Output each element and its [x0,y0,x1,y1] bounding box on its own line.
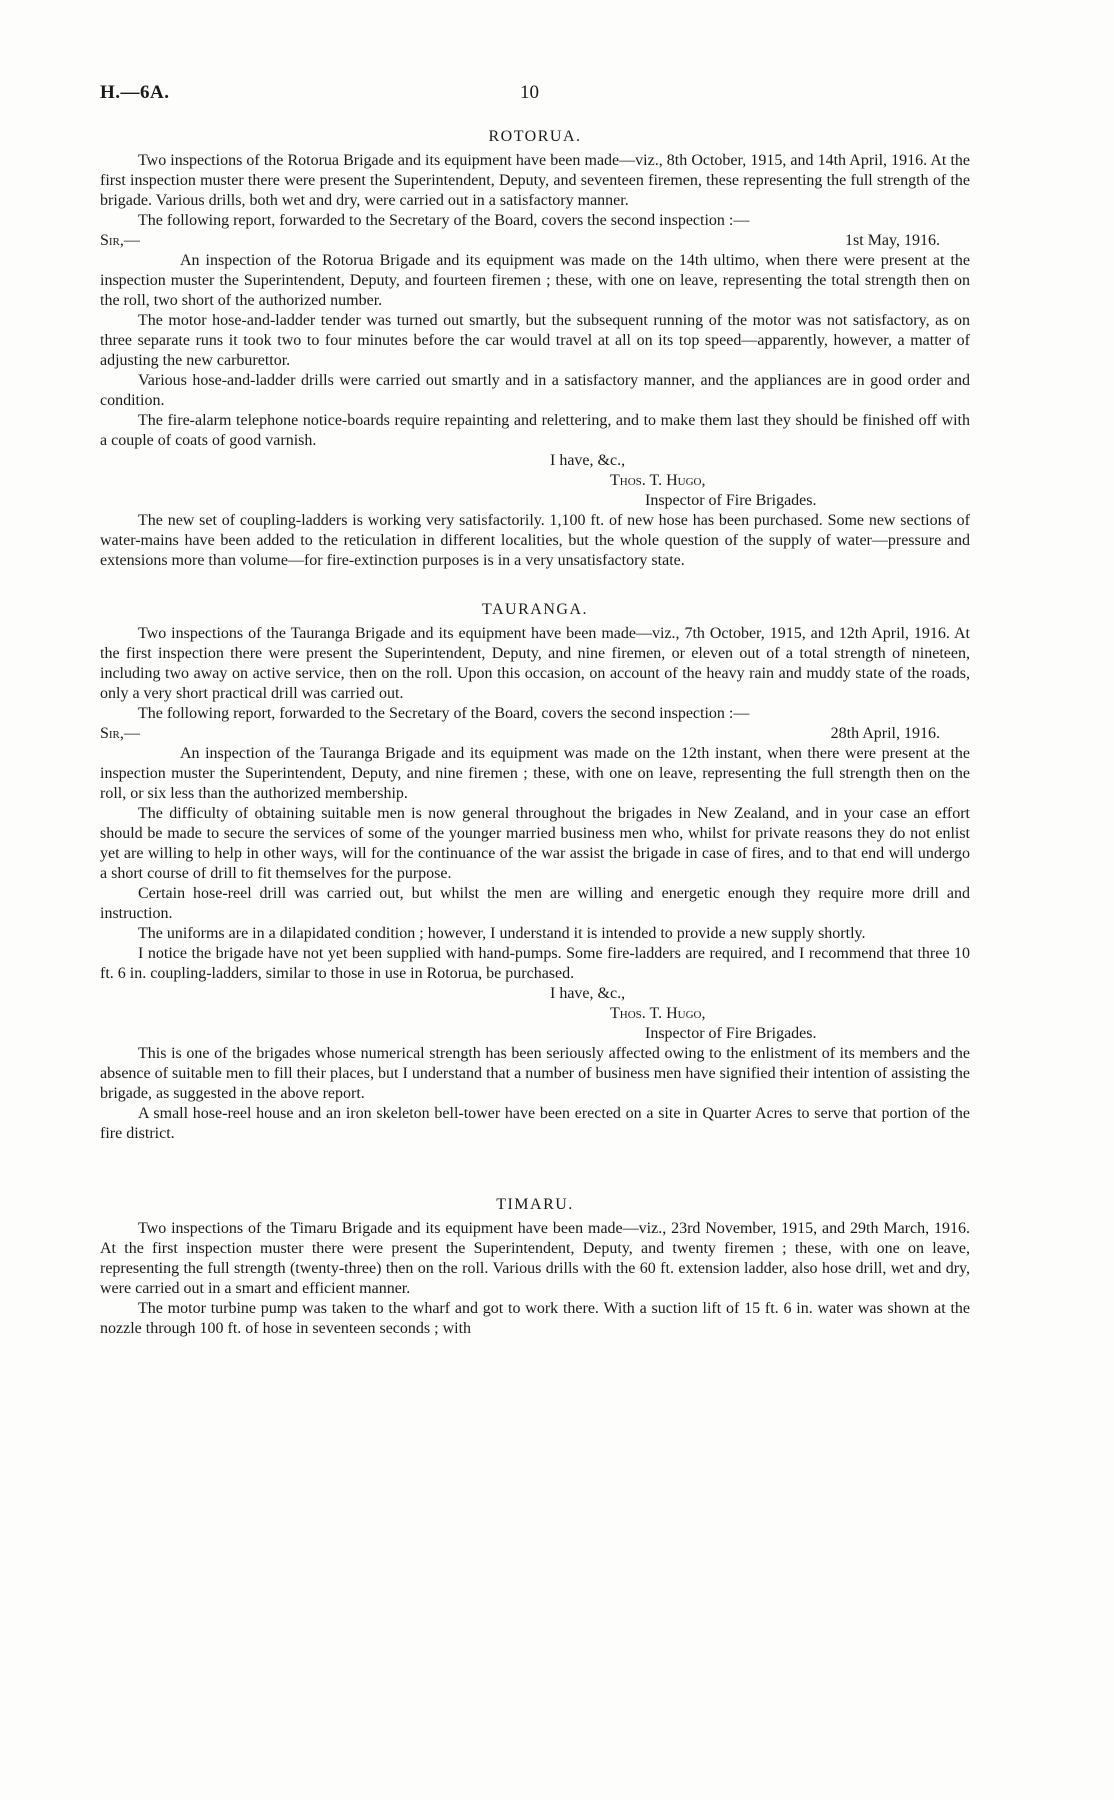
signature-title: Inspector of Fire Brigades. [645,1025,817,1042]
page-number: 10 [520,82,539,103]
report-paragraph: I notice the brigade have not yet been supplied with hand-pumps. Some fire-ladders are required, and I recommend that three 10 ft. 6 in. coupling-ladders, similar to those in use in Rotorua, be purchased. [100,945,970,982]
paragraph: A small hose-reel house and an iron skeleton bell-tower have been erected on a site in Quarter Acres to serve that portion of the fire district. [100,1105,970,1142]
document-body [100,128,970,1339]
paragraph: Two inspections of the Timaru Brigade and its equipment have been made—viz., 23rd November, 1915, and 29th March, 1916. At the first inspection muster there were present the Superintendent, Deputy, and twenty firemen ; these, with one on leave, representing the full strength (twenty-three) then on the roll. Various drills with the 60 ft. extension ladder, also hose drill, wet and dry, were carried out in a smart and efficient manner. [100,1220,970,1297]
signature-block [100,984,970,1044]
paragraph: The new set of coupling-ladders is working very satisfactorily. 1,100 ft. of new hose has been purchased. Some new sections of water-mains have been added to the reticulation in different localities, but the whole question of the supply of water—pressure and extensions more than volume—for fire-extinction purposes is in a very unsatisfactory state. [100,512,970,569]
paragraph: Two inspections of the Rotorua Brigade and its equipment have been made—viz., 8th October, 1915, and 14th April, 1916. At the first inspection muster there were present the Superintendent, Deputy, and seventeen firemen, these representing the full strength of the brigade. Various drills, both wet and dry, were carried out in a satisfactory manner. [100,152,970,209]
section-rotorua [100,128,970,571]
paragraph: The following report, forwarded to the Secretary of the Board, covers the second inspection :— [138,212,750,229]
report-paragraph: An inspection of the Rotorua Brigade and its equipment was made on the 14th ultimo, when there were present at the inspection muster the Superintendent, Deputy, and fourteen firemen ; these, with one on leave, representing the total strength then on the roll, two short of the authorized number. [100,252,970,309]
salutation: Sir,— [100,232,140,249]
section-title: ROTORUA. [488,128,582,145]
letter-heading [100,231,970,251]
signature-name: Thos. T. Hugo, [610,472,706,489]
signature-title: Inspector of Fire Brigades. [645,492,817,509]
report-paragraph: The uniforms are in a dilapidated condition ; however, I understand it is intended to provide a new supply shortly. [138,925,866,942]
signature-closing: I have, &c., [550,452,626,469]
paragraph: This is one of the brigades whose numerical strength has been seriously affected owing to the enlistment of its members and the absence of suitable men to fill their places, but I understand that a number of business men have signified their intention of assisting the brigade, as suggested in the above report. [100,1045,970,1102]
section-title: TIMARU. [496,1196,574,1213]
report-paragraph: The fire-alarm telephone notice-boards require repainting and relettering, and to make them last they should be finished off with a couple of coats of good varnish. [100,412,970,449]
paragraph: The motor turbine pump was taken to the wharf and got to work there. With a suction lift of 15 ft. 6 in. water was shown at the nozzle through 100 ft. of hose in seventeen seconds ; with [100,1300,970,1337]
signature-closing: I have, &c., [550,985,626,1002]
report-paragraph: Various hose-and-ladder drills were carried out smartly and in a satisfactory manner, and the appliances are in good order and condition. [100,372,970,409]
report-paragraph: The motor hose-and-ladder tender was turned out smartly, but the subsequent running of the motor was not satisfactory, as on three separate runs it took two to four minutes before the car would travel at all on its top speed—apparently, however, a matter of adjusting the new carburettor. [100,312,970,369]
paragraph: The following report, forwarded to the Secretary of the Board, covers the second inspection :— [138,705,750,722]
report-paragraph: The difficulty of obtaining suitable men is now general throughout the brigades in New Zealand, and in your case an effort should be made to secure the services of some of the younger married business men who, whilst for private reasons they do not enlist yet are willing to help in other ways, will for the continuance of the war assist the brigade in case of fires, and to that end will undergo a short course of drill to fit themselves for the purpose. [100,805,970,882]
letter-date: 1st May, 1916. [845,232,940,249]
salutation: Sir,— [100,725,140,742]
letter-heading [100,724,970,744]
signature-block [100,451,970,511]
section-tauranga [100,601,970,1144]
section-title: TAURANGA. [482,601,588,618]
paragraph: Two inspections of the Tauranga Brigade and its equipment have been made—viz., 7th October, 1915, and 12th April, 1916. At the first inspection there were present the Superintendent, Deputy, and nine firemen, or eleven out of a total strength of nineteen, including two away on active service, then on the roll. Upon this occasion, on account of the heavy rain and muddy state of the roads, only a very short practical drill was carried out. [100,625,970,702]
section-timaru [100,1196,970,1339]
letter-date: 28th April, 1916. [830,725,940,742]
signature-name: Thos. T. Hugo, [610,1005,706,1022]
page-header [100,82,970,112]
document-code: H.—6A. [100,82,170,103]
report-paragraph: Certain hose-reel drill was carried out, but whilst the men are willing and energetic enough they require more drill and instruction. [100,885,970,922]
report-paragraph: An inspection of the Tauranga Brigade and its equipment was made on the 12th instant, when there were present at the inspection muster the Superintendent, Deputy, and nine firemen ; these, with one on leave, representing the full strength then on the roll, or six less than the authorized membership. [100,745,970,802]
